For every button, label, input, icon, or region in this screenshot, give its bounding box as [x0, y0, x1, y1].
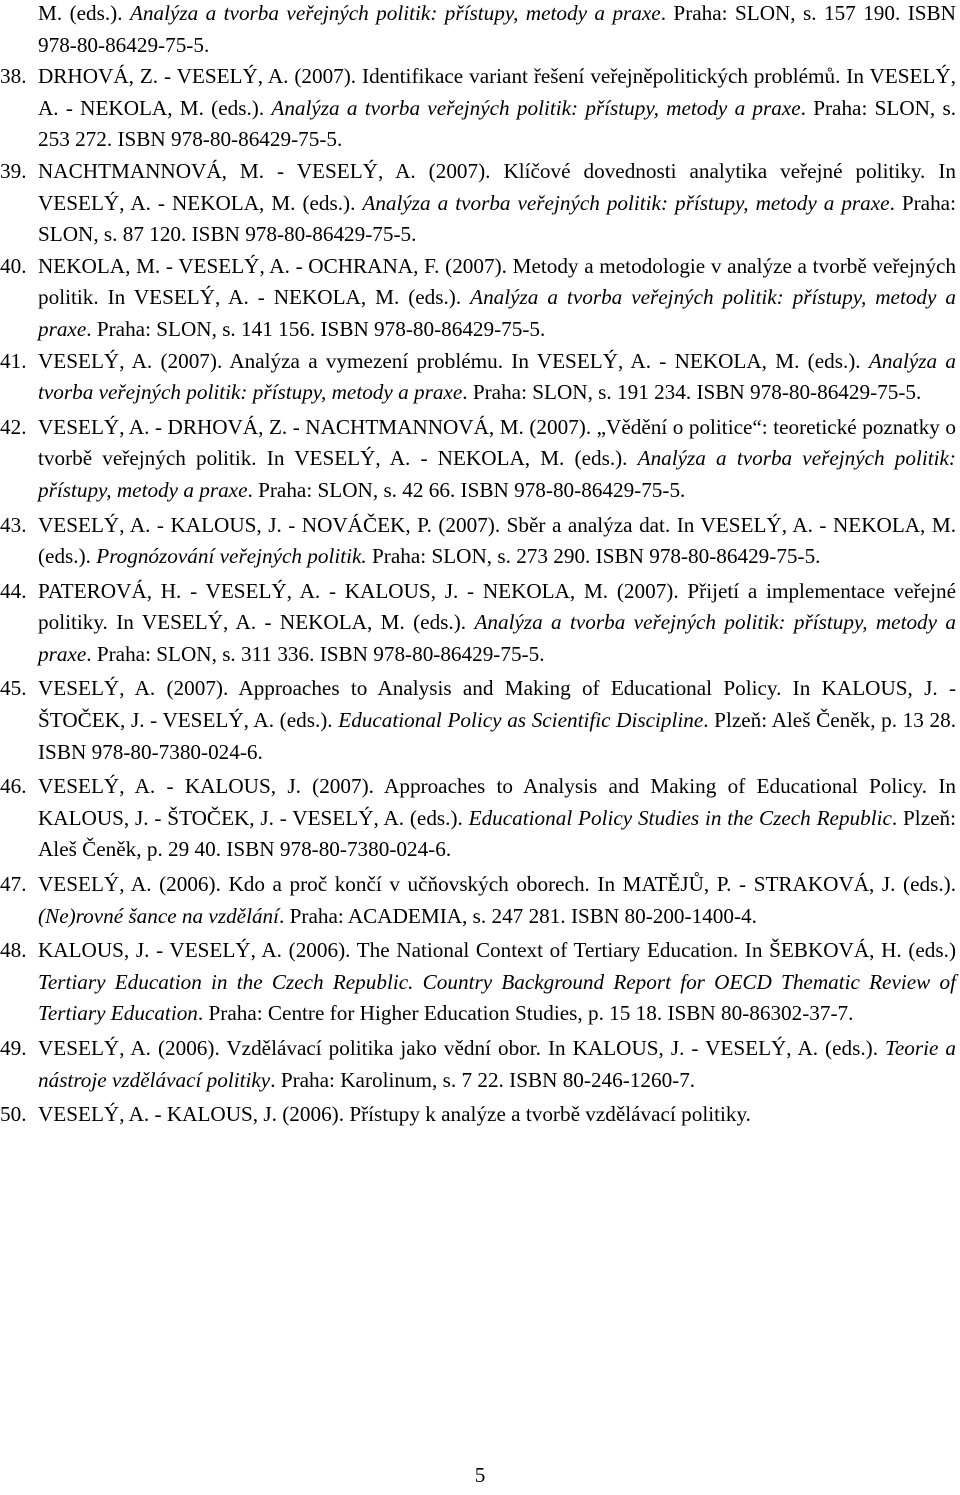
entry-number: 49. — [0, 1036, 27, 1060]
entry-title-italic: Analýza a tvorba veřejných politik: přístupy, metody a praxe — [38, 610, 956, 666]
bibliography-entry — [0, 412, 956, 507]
entry-title-italic: Tertiary Education in the Czech Republic. Country Background Report for OECD Thematic Review of Tertiary Education — [38, 969, 956, 1026]
entry-text: . Praha: SLON, s. 87 120. ISBN 978-80-86429-75-5. — [38, 190, 956, 247]
entry-text: . Praha: Karolinum, s. 7 22. ISBN 80-246-1260-7. — [270, 1067, 696, 1092]
entry-number: 44. — [0, 578, 27, 603]
entry-text: VESELÝ, A. (2006). Kdo a proč končí v učňovských oborech. In MATĚJŮ, P. - STRAKOVÁ, J. (eds.). — [38, 872, 956, 897]
entry-text: . Plzeň: Aleš Čeněk, p. 29 40. ISBN 978-80-7380-024-6. — [38, 805, 956, 862]
bibliography-entry — [0, 1033, 956, 1096]
entry-text: Praha: SLON, s. 273 290. ISBN 978-80-86429-75-5. — [366, 544, 821, 569]
bibliography-entry — [38, 0, 956, 61]
entry-text: . Praha: ACADEMIA, s. 247 281. ISBN 80-200-1400-4. — [279, 903, 757, 928]
entry-number: 46. — [0, 774, 27, 799]
entry-text: NACHTMANNOVÁ, M. - VESELÝ, A. (2007). Klíčové dovednosti analytika veřejné politiky. In VESELÝ, A. - NEKOLA, M. (eds.). — [38, 158, 956, 215]
entry-title-italic: Analýza a tvorba veřejných politik: přístupy, metody a praxe — [362, 190, 890, 215]
entry-title-italic: Analýza a tvorba veřejných politik: přístupy, metody a praxe — [129, 1, 661, 25]
entry-number: 41. — [0, 348, 27, 373]
entry-number: 43. — [0, 512, 27, 537]
entry-number: 48. — [0, 938, 27, 963]
entry-title-italic: Analýza a tvorba veřejných politik: přístupy, metody a praxe — [271, 95, 801, 120]
entry-number: 39. — [0, 158, 27, 183]
bibliography-entry — [0, 869, 956, 932]
entry-text: . Praha: SLON, s. 141 156. ISBN 978-80-86429-75-5. — [86, 316, 546, 341]
entry-text: . Praha: SLON, s. 191 234. ISBN 978-80-86429-75-5. — [462, 380, 922, 405]
entry-text: . Plzeň: Aleš Čeněk, p. 13 28. ISBN 978-80-7380-024-6. — [38, 708, 956, 764]
bibliography-entry — [0, 771, 956, 866]
entry-text: VESELÝ, A. (2006). Vzdělávací politika jako vědní obor. In KALOUS, J. - VESELÝ, A. (eds.). — [38, 1036, 886, 1060]
bibliography-entry — [0, 935, 956, 1030]
bibliography-entry — [0, 346, 956, 409]
entry-text: VESELÝ, A. (2007). Approaches to Analysis and Making of Educational Policy. In KALOUS, J. - ŠTOČEK, J. - VESELÝ, A. (eds.). — [38, 676, 956, 733]
entry-text: . Praha: SLON, s. 42 66. ISBN 978-80-86429-75-5. — [247, 477, 686, 502]
entry-text: DRHOVÁ, Z. - VESELÝ, A. (2007). Identifikace variant řešení veřejněpolitických problémů. In VESELÝ, A. - NEKOLA, M. (eds.). — [38, 64, 956, 120]
entry-title-italic: (Ne)rovné šance na vzdělání — [38, 903, 280, 928]
entry-text: VESELÝ, A. - DRHOVÁ, Z. - NACHTMANNOVÁ, M. (2007). „Vědění o politice“: teoretické poznatky o tvorbě veřejných politik. In VESELÝ, A. - NEKOLA, M. (eds.). — [38, 414, 956, 471]
entry-text: VESELÝ, A. - KALOUS, J. (2007). Approaches to Analysis and Making of Educational Policy. In KALOUS, J. - ŠTOČEK, J. - VESELÝ, A. (eds.). — [38, 774, 956, 830]
entry-text: KALOUS, J. - VESELÝ, A. (2006). The National Context of Tertiary Education. In ŠEBKOVÁ, H. (eds.) — [38, 938, 956, 963]
entry-title-italic: Analýza a tvorba veřejných politik: přístupy, metody a praxe — [38, 446, 956, 502]
entry-text: VESELÝ, A. - KALOUS, J. (2006). Přístupy k analýze a tvorbě vzdělávací politiky. — [38, 1102, 751, 1127]
entry-text: . Praha: SLON, s. 157 190. ISBN 978-80-86429-75-5. — [38, 1, 956, 57]
bibliography-entry — [0, 156, 956, 251]
entry-title-italic: Teorie a nástroje vzdělávací politiky — [38, 1036, 956, 1092]
bibliography-entry — [0, 1099, 956, 1131]
entry-text: . Praha: SLON, s. 311 336. ISBN 978-80-86429-75-5. — [86, 641, 545, 666]
entry-text: M. (eds.). — [38, 1, 130, 25]
entry-number: 40. — [0, 253, 27, 278]
entry-title-italic: Analýza a tvorba veřejných politik: přístupy, metody a praxe — [38, 348, 956, 405]
entry-text: . Praha: Centre for Higher Education Studies, p. 15 18. ISBN 80-86302-37-7. — [197, 1001, 854, 1026]
entry-text: VESELÝ, A. (2007). Analýza a vymezení problému. In VESELÝ, A. - NEKOLA, M. (eds.). — [38, 348, 869, 373]
entry-number: 38. — [0, 64, 27, 89]
entry-text: . Praha: SLON, s. 253 272. ISBN 978-80-86429-75-5. — [38, 95, 957, 152]
entry-title-italic: Educational Policy Studies in the Czech Republic — [468, 805, 892, 830]
entry-title-italic: Analýza a tvorba veřejných politik: přístupy, metody a praxe — [38, 285, 956, 341]
entry-title-italic: Prognózování veřejných politik. — [96, 544, 367, 569]
entry-text: PATEROVÁ, H. - VESELÝ, A. - KALOUS, J. - NEKOLA, M. (2007). Přijetí a implementace veřejné politiky. In VESELÝ, A. - NEKOLA, M. (eds.). — [38, 578, 956, 635]
bibliography-entry — [0, 61, 957, 156]
entry-number: 45. — [0, 676, 27, 701]
entry-number: 42. — [0, 414, 27, 439]
entry-title-italic: Educational Policy as Scientific Discipline — [338, 708, 704, 733]
bibliography-entry — [0, 673, 956, 768]
bibliography-entry — [0, 251, 956, 346]
bibliography-entry — [0, 510, 956, 573]
entry-text: VESELÝ, A. - KALOUS, J. - NOVÁČEK, P. (2007). Sběr a analýza dat. In VESELÝ, A. - NEKOLA, M. (eds.). — [38, 512, 956, 569]
page-number: 5 — [474, 1463, 486, 1487]
entry-number: 47. — [0, 872, 27, 897]
entry-number: 50. — [0, 1102, 27, 1127]
bibliography-entry — [0, 576, 956, 671]
entry-text: NEKOLA, M. - VESELÝ, A. - OCHRANA, F. (2007). Metody a metodologie v analýze a tvorbě veřejných politik. In VESELÝ, A. - NEKOLA, M. (eds.). — [38, 253, 956, 310]
